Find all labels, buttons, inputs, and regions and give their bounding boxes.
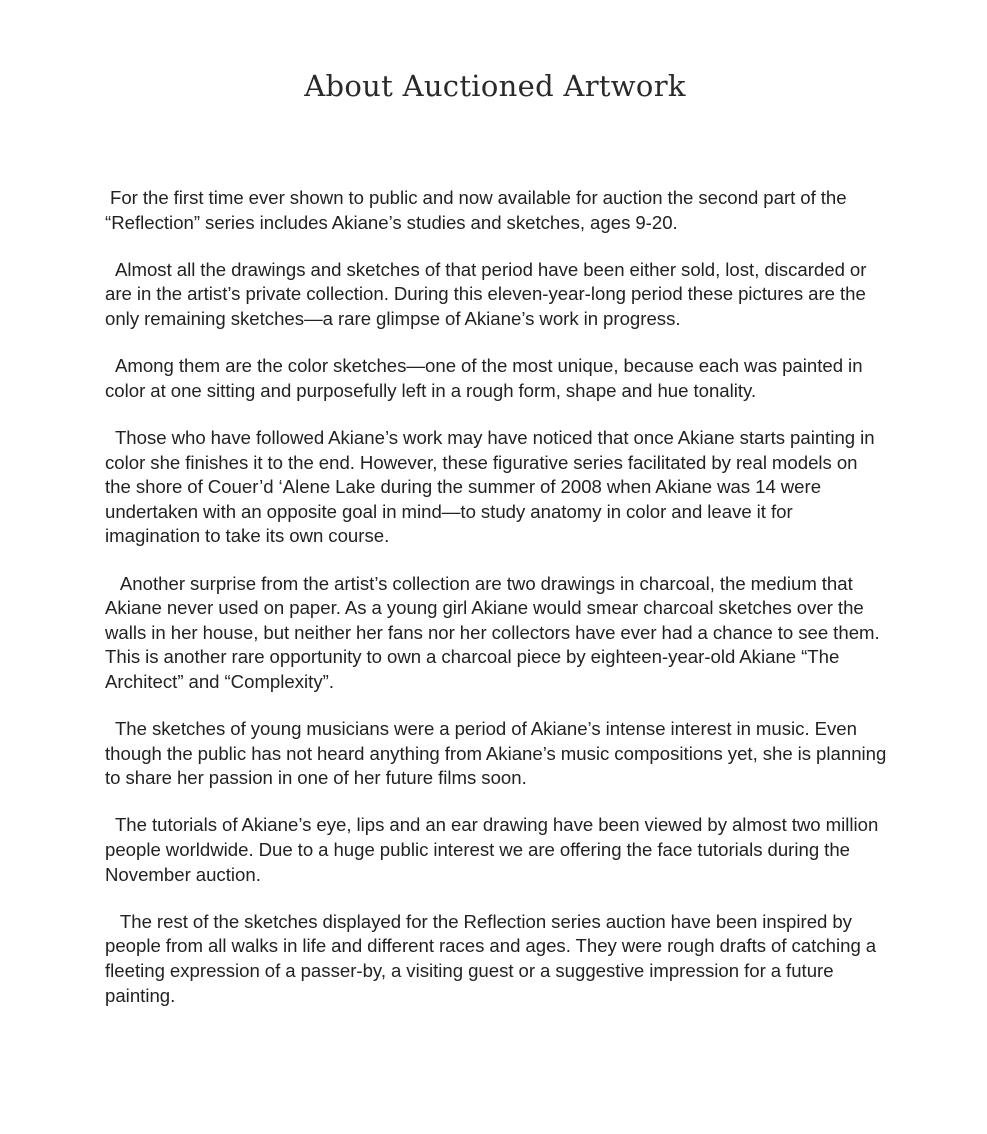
paragraph-period-drawings: Almost all the drawings and sketches of that period have been either sold, lost, discarded or are in the artist’s private collection. During this eleven-year-long period these pictures are the only remaining sketches—a rare glimpse of Akiane’s work in progress.	[105, 258, 872, 329]
paragraph-intro: For the first time ever shown to public and now available for auction the second part of the “Reflection” series includes Akiane’s studies and sketches, ages 9-20.	[105, 187, 852, 233]
paragraph-young-musicians: The sketches of young musicians were a period of Akiane’s intense interest in music. Even though the public has not heard anything from Akiane’s music compositions yet, she is planning to share her passion in one of her future films soon.	[105, 718, 892, 789]
paragraph-figurative-series: Those who have followed Akiane’s work may have noticed that once Akiane starts painting in color she finishes it to the end. However, these figurative series facilitated by real models on the shore of Couer’d ‘Alene Lake during the summer of 2008 when Akiane was 14 were undertaken with an opposite goal in mind—to study anatomy in color and leave it for imagination to take its own course.	[105, 426, 880, 547]
paragraph-tutorials: The tutorials of Akiane’s eye, lips and an ear drawing have been viewed by almost two million people worldwide. Due to a huge public interest we are offering the face tutorials during the November auction.	[105, 814, 884, 885]
paragraph-color-sketches: Among them are the color sketches—one of the most unique, because each was painted in color at one sitting and purposefully left in a rough form, shape and hue tonality.	[105, 355, 868, 401]
paragraph-charcoal-drawings: Another surprise from the artist’s collection are two drawings in charcoal, the medium that Akiane never used on paper. As a young girl Akiane would smear charcoal sketches over the walls in her house, but neither her fans nor her collectors have ever had a chance to see them. This is another rare opportunity to own a charcoal piece by eighteen-year-old Akiane “The Architect” and “Complexity”.	[105, 572, 885, 692]
page-title: About Auctioned Artwork	[304, 69, 686, 103]
paragraph-rest-of-sketches: The rest of the sketches displayed for the Reflection series auction have been inspired by people from all walks in life and different races and ages. They were rough drafts of catching a fleeting expression of a passer-by, a visiting guest or a suggestive impression for a future painting.	[105, 910, 882, 1006]
article-body	[105, 186, 892, 1031]
